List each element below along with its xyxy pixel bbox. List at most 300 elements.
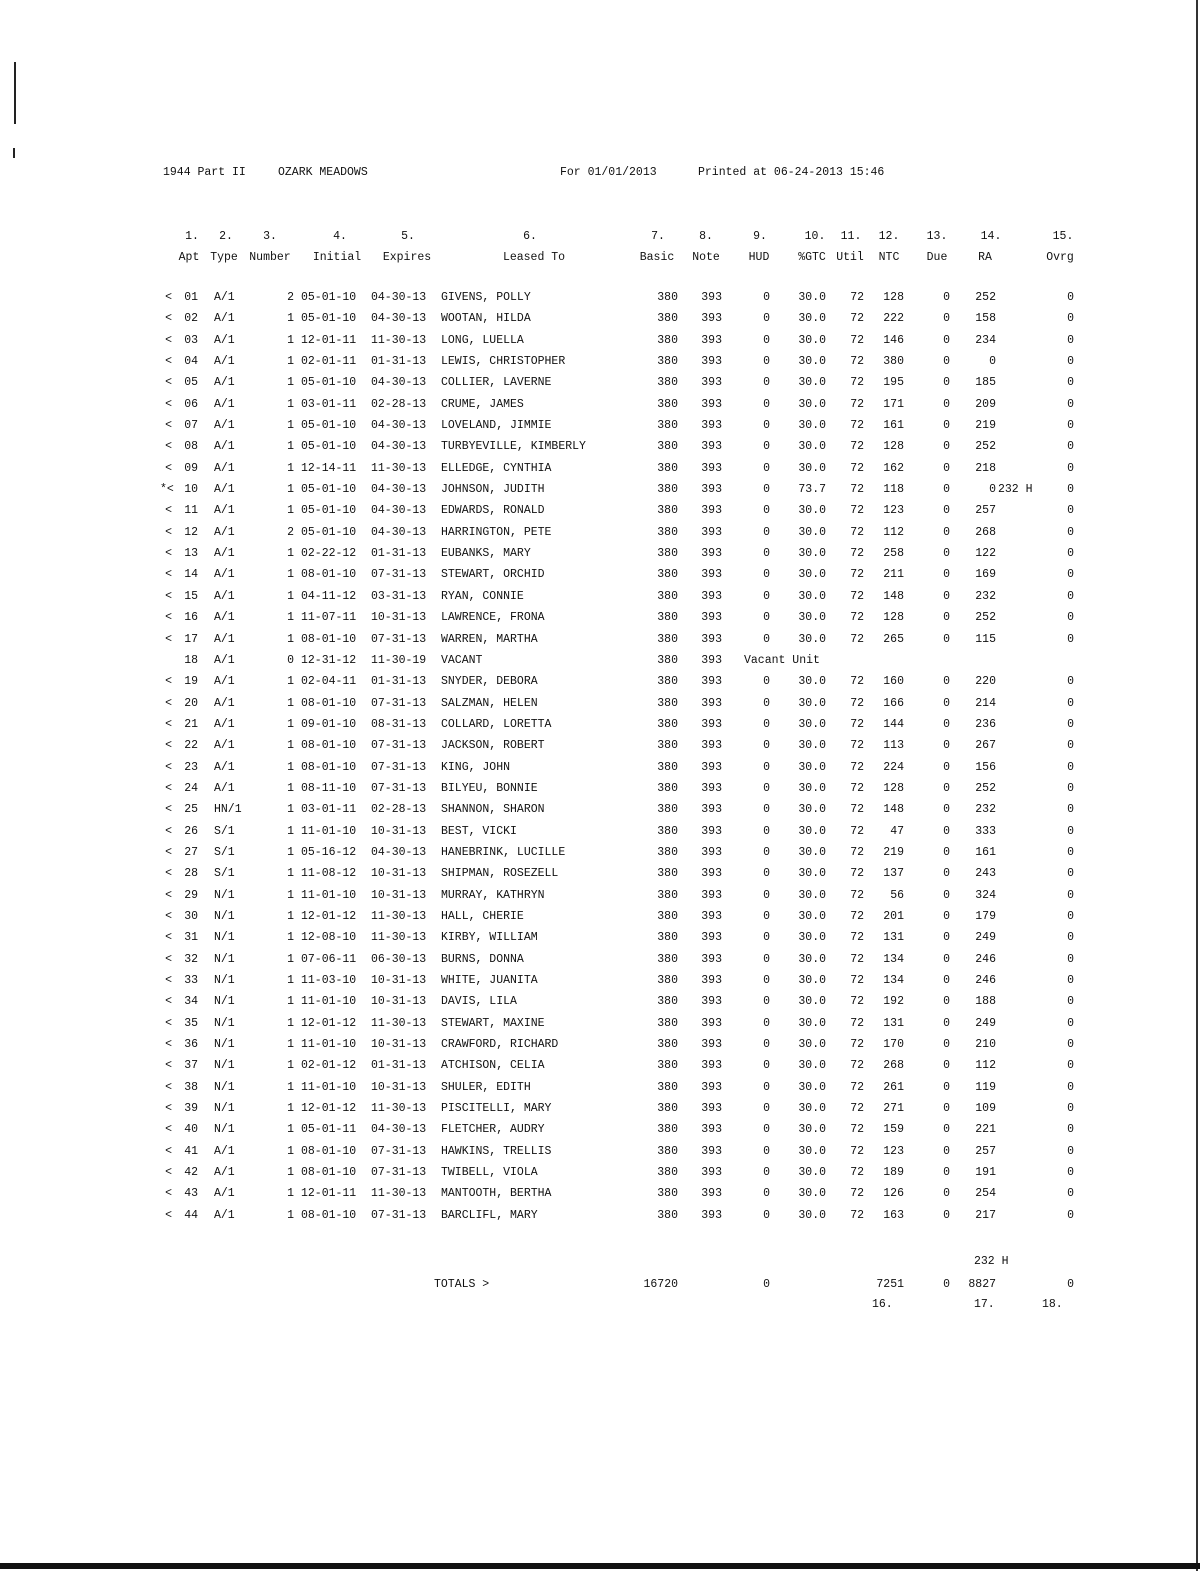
due-value: 0 [943, 845, 950, 859]
initial-date: 02-04-11 [301, 675, 357, 689]
utility-allowance: 72 [850, 739, 864, 753]
note-rent: 393 [701, 867, 722, 881]
gtc-percent: 30.0 [798, 888, 826, 902]
hud-value: 0 [763, 952, 770, 966]
initial-date: 05-01-11 [301, 1123, 357, 1137]
expires-date: 11-30-13 [371, 909, 427, 923]
ntc-value: 128 [883, 611, 904, 625]
scan-mark-small [13, 148, 15, 158]
colnum-13: 13. [926, 230, 948, 243]
expires-date: 07-31-13 [371, 1166, 427, 1180]
unit-type: HN/1 [214, 803, 242, 817]
expires-date: 10-31-13 [371, 867, 427, 881]
expires-date: 03-31-13 [371, 589, 427, 603]
basic-rent: 380 [657, 675, 678, 689]
apt-number: 42 [184, 1166, 198, 1180]
expires-date: 07-31-13 [371, 760, 427, 774]
gtc-percent: 30.0 [798, 760, 826, 774]
note-rent: 393 [701, 632, 722, 646]
expires-date: 04-30-13 [371, 1123, 427, 1137]
gtc-percent: 30.0 [798, 909, 826, 923]
due-value: 0 [943, 1187, 950, 1201]
hud-value: 0 [763, 1080, 770, 1094]
gtc-percent: 30.0 [798, 1102, 826, 1116]
row-mark: < [165, 291, 172, 304]
initial-date: 08-01-10 [301, 696, 357, 710]
basic-rent: 380 [657, 717, 678, 731]
basic-rent: 380 [657, 1144, 678, 1158]
occupant-number: 1 [287, 1102, 294, 1116]
apt-number: 36 [184, 1038, 198, 1052]
note-rent: 393 [701, 888, 722, 902]
basic-rent: 380 [657, 483, 678, 497]
leased-to: HARRINGTON, PETE [441, 525, 552, 539]
note-rent: 393 [701, 312, 722, 326]
apt-number: 20 [184, 696, 198, 710]
totals-basic: 16720 [643, 1278, 678, 1291]
unit-type: A/1 [214, 568, 235, 582]
apt-number: 08 [184, 440, 198, 454]
table-row [0, 995, 1200, 1016]
overage-value: 0 [1067, 1144, 1074, 1158]
due-value: 0 [943, 1080, 950, 1094]
due-value: 0 [943, 1102, 950, 1116]
gtc-percent: 73.7 [798, 483, 826, 497]
due-value: 0 [943, 1123, 950, 1137]
overage-value: 0 [1067, 803, 1074, 817]
note-rent: 393 [701, 717, 722, 731]
note-rent: 393 [701, 376, 722, 390]
overage-value: 0 [1067, 461, 1074, 475]
overage-value: 0 [1067, 376, 1074, 390]
ra-value: 109 [975, 1102, 996, 1116]
expires-date: 04-30-13 [371, 845, 427, 859]
basic-rent: 380 [657, 995, 678, 1009]
gtc-percent: 30.0 [798, 632, 826, 646]
apt-number: 09 [184, 461, 198, 475]
apt-number: 18 [184, 653, 198, 667]
header-due: Due [926, 251, 948, 264]
occupant-number: 1 [287, 952, 294, 966]
expires-date: 04-30-13 [371, 483, 427, 497]
unit-type: N/1 [214, 931, 235, 945]
note-rent: 393 [701, 291, 722, 304]
utility-allowance: 72 [850, 1123, 864, 1137]
table-row [0, 974, 1200, 995]
table-row [0, 1081, 1200, 1102]
ra-value: 156 [975, 760, 996, 774]
ntc-value: 113 [883, 739, 904, 753]
leased-to: ATCHISON, CELIA [441, 1059, 545, 1073]
note-rent: 393 [701, 611, 722, 625]
unit-type: N/1 [214, 1038, 235, 1052]
column-headers [0, 251, 1200, 267]
gtc-percent: 30.0 [798, 355, 826, 369]
unit-type: A/1 [214, 632, 235, 646]
note-rent: 393 [701, 1187, 722, 1201]
colnum-5: 5. [401, 230, 415, 243]
overage-value: 0 [1067, 589, 1074, 603]
overage-value: 0 [1067, 1102, 1074, 1116]
apt-number: 41 [184, 1144, 198, 1158]
note-rent: 393 [701, 760, 722, 774]
utility-allowance: 72 [850, 1187, 864, 1201]
unit-type: A/1 [214, 525, 235, 539]
colnum-4: 4. [333, 230, 347, 243]
basic-rent: 380 [657, 568, 678, 582]
expires-date: 07-31-13 [371, 739, 427, 753]
apt-number: 13 [184, 547, 198, 561]
apt-number: 27 [184, 845, 198, 859]
due-value: 0 [943, 333, 950, 347]
overage-value: 0 [1067, 525, 1074, 539]
occupant-number: 1 [287, 440, 294, 454]
overage-value: 0 [1067, 931, 1074, 945]
expires-date: 04-30-13 [371, 312, 427, 326]
utility-allowance: 72 [850, 909, 864, 923]
basic-rent: 380 [657, 589, 678, 603]
utility-allowance: 72 [850, 632, 864, 646]
hud-value: 0 [763, 1208, 770, 1222]
apt-number: 34 [184, 995, 198, 1009]
ra-value: 0 [989, 355, 996, 369]
note-rent: 393 [701, 440, 722, 454]
unit-type: A/1 [214, 461, 235, 475]
ntc-value: 146 [883, 333, 904, 347]
footer-number-16: 16. [872, 1298, 893, 1311]
gtc-percent: 30.0 [798, 376, 826, 390]
hud-value: 0 [763, 974, 770, 987]
initial-date: 05-01-10 [301, 312, 357, 326]
leased-to: SHIPMAN, ROSEZELL [441, 867, 559, 881]
gtc-percent: 30.0 [798, 611, 826, 625]
leased-to: WHITE, JUANITA [441, 974, 538, 987]
initial-date: 12-01-12 [301, 909, 357, 923]
due-value: 0 [943, 760, 950, 774]
gtc-percent: 30.0 [798, 824, 826, 838]
apt-number: 21 [184, 717, 198, 731]
expires-date: 11-30-13 [371, 1016, 427, 1030]
utility-allowance: 72 [850, 824, 864, 838]
initial-date: 05-01-10 [301, 440, 357, 454]
ntc-value: 123 [883, 504, 904, 518]
note-rent: 393 [701, 461, 722, 475]
ra-value: 185 [975, 376, 996, 390]
leased-to: KIRBY, WILLIAM [441, 931, 538, 945]
row-mark: < [165, 525, 172, 539]
table-row [0, 1145, 1200, 1166]
page-edge-bottom [0, 1563, 1200, 1569]
expires-date: 07-31-13 [371, 1208, 427, 1222]
leased-to: EUBANKS, MARY [441, 547, 531, 561]
expires-date: 04-30-13 [371, 504, 427, 518]
ra-value: 257 [975, 1144, 996, 1158]
ntc-value: 131 [883, 931, 904, 945]
utility-allowance: 72 [850, 845, 864, 859]
initial-date: 11-01-10 [301, 1038, 357, 1052]
header-ntc: NTC [878, 251, 900, 264]
expires-date: 07-31-13 [371, 632, 427, 646]
initial-date: 05-01-10 [301, 291, 357, 304]
totals-due: 0 [943, 1278, 950, 1291]
ra-value: 0 [989, 483, 996, 497]
basic-rent: 380 [657, 824, 678, 838]
leased-to: BURNS, DONNA [441, 952, 524, 966]
row-mark: < [165, 1102, 172, 1116]
note-rent: 393 [701, 419, 722, 433]
apt-number: 29 [184, 888, 198, 902]
leased-to: STEWART, MAXINE [441, 1016, 545, 1030]
utility-allowance: 72 [850, 376, 864, 390]
table-row [0, 718, 1200, 739]
gtc-percent: 30.0 [798, 952, 826, 966]
due-value: 0 [943, 739, 950, 753]
unit-type: A/1 [214, 397, 235, 411]
apt-number: 14 [184, 568, 198, 582]
utility-allowance: 72 [850, 611, 864, 625]
row-mark: < [165, 632, 172, 646]
occupant-number: 1 [287, 760, 294, 774]
unit-type: N/1 [214, 888, 235, 902]
hud-value: 0 [763, 931, 770, 945]
expires-date: 04-30-13 [371, 525, 427, 539]
expires-date: 01-31-13 [371, 547, 427, 561]
hud-value: 0 [763, 781, 770, 795]
utility-allowance: 72 [850, 589, 864, 603]
apt-number: 39 [184, 1102, 198, 1116]
table-row [0, 931, 1200, 952]
initial-date: 05-16-12 [301, 845, 357, 859]
utility-allowance: 72 [850, 312, 864, 326]
leased-to: JOHNSON, JUDITH [441, 483, 545, 497]
header-ra: RA [978, 251, 992, 264]
unit-type: A/1 [214, 376, 235, 390]
unit-type: S/1 [214, 867, 235, 881]
leased-to: WARREN, MARTHA [441, 632, 538, 646]
leased-to: VACANT [441, 653, 483, 667]
note-rent: 393 [701, 909, 722, 923]
utility-allowance: 72 [850, 1016, 864, 1030]
unit-type: A/1 [214, 1166, 235, 1180]
due-value: 0 [943, 952, 950, 966]
occupant-number: 1 [287, 1016, 294, 1030]
utility-allowance: 72 [850, 888, 864, 902]
note-rent: 393 [701, 1016, 722, 1030]
table-row [0, 1038, 1200, 1059]
leased-to: STEWART, ORCHID [441, 568, 545, 582]
overage-value: 0 [1067, 1080, 1074, 1094]
colnum-3: 3. [263, 230, 277, 243]
table-row [0, 440, 1200, 461]
ntc-value: 148 [883, 803, 904, 817]
occupant-number: 1 [287, 1123, 294, 1137]
row-mark: < [165, 312, 172, 326]
leased-to: COLLIER, LAVERNE [441, 376, 552, 390]
row-mark: < [165, 333, 172, 347]
gtc-percent: 30.0 [798, 675, 826, 689]
totals-label: TOTALS > [434, 1278, 490, 1291]
leased-to: GIVENS, POLLY [441, 291, 531, 304]
leased-to: SNYDER, DEBORA [441, 675, 538, 689]
gtc-percent: 30.0 [798, 1059, 826, 1073]
table-row [0, 867, 1200, 888]
overage-value: 0 [1067, 1123, 1074, 1137]
overage-value: 0 [1067, 312, 1074, 326]
overage-value: 0 [1067, 632, 1074, 646]
expires-date: 11-30-13 [371, 1187, 427, 1201]
initial-date: 12-01-11 [301, 333, 357, 347]
table-row [0, 419, 1200, 440]
basic-rent: 380 [657, 781, 678, 795]
ra-value: 169 [975, 568, 996, 582]
apt-number: 25 [184, 803, 198, 817]
report-form: 1944 Part II [163, 166, 246, 179]
leased-to: SALZMAN, HELEN [441, 696, 538, 710]
hud-value: 0 [763, 355, 770, 369]
utility-allowance: 72 [850, 931, 864, 945]
unit-type: A/1 [214, 483, 235, 497]
row-mark: < [165, 419, 172, 433]
overage-value: 0 [1067, 291, 1074, 304]
row-mark: < [165, 440, 172, 454]
initial-date: 12-01-12 [301, 1016, 357, 1030]
header-leased-to: Leased To [502, 251, 566, 264]
ntc-value: 162 [883, 461, 904, 475]
occupant-number: 1 [287, 675, 294, 689]
ra-value: 218 [975, 461, 996, 475]
utility-allowance: 72 [850, 760, 864, 774]
unit-type: A/1 [214, 291, 235, 304]
note-rent: 393 [701, 1102, 722, 1116]
apt-number: 44 [184, 1208, 198, 1222]
occupant-number: 1 [287, 696, 294, 710]
row-mark: < [165, 1144, 172, 1158]
apt-number: 43 [184, 1187, 198, 1201]
ntc-value: 134 [883, 952, 904, 966]
leased-to: PISCITELLI, MARY [441, 1102, 552, 1116]
overage-value: 0 [1067, 1166, 1074, 1180]
note-rent: 393 [701, 1166, 722, 1180]
ra-value: 158 [975, 312, 996, 326]
ntc-value: 265 [883, 632, 904, 646]
gtc-percent: 30.0 [798, 525, 826, 539]
apt-number: 17 [184, 632, 198, 646]
unit-type: A/1 [214, 419, 235, 433]
overage-value: 0 [1067, 909, 1074, 923]
table-row [0, 761, 1200, 782]
utility-allowance: 72 [850, 1080, 864, 1094]
row-mark: < [165, 589, 172, 603]
note-rent: 393 [701, 1059, 722, 1073]
occupant-number: 1 [287, 1080, 294, 1094]
totals-hud: 0 [763, 1278, 770, 1291]
apt-number: 04 [184, 355, 198, 369]
apt-number: 33 [184, 974, 198, 987]
expires-date: 11-30-13 [371, 461, 427, 475]
gtc-percent: 30.0 [798, 803, 826, 817]
basic-rent: 380 [657, 1102, 678, 1116]
row-mark: < [165, 1016, 172, 1030]
header-initial: Initial [312, 251, 362, 264]
initial-date: 08-01-10 [301, 568, 357, 582]
overage-value: 0 [1067, 739, 1074, 753]
table-row [0, 504, 1200, 525]
table-row [0, 291, 1200, 312]
table-row [0, 825, 1200, 846]
row-mark: < [165, 547, 172, 561]
initial-date: 11-01-10 [301, 995, 357, 1009]
tenant-table [0, 291, 1200, 1230]
ntc-value: 148 [883, 589, 904, 603]
ntc-value: 192 [883, 995, 904, 1009]
initial-date: 11-01-10 [301, 824, 357, 838]
due-value: 0 [943, 504, 950, 518]
row-mark: < [165, 397, 172, 411]
gtc-percent: 30.0 [798, 1016, 826, 1030]
ntc-value: 118 [883, 483, 904, 497]
due-value: 0 [943, 419, 950, 433]
expires-date: 08-31-13 [371, 717, 427, 731]
table-row [0, 1059, 1200, 1080]
apt-number: 03 [184, 333, 198, 347]
row-mark: < [165, 355, 172, 369]
table-row [0, 697, 1200, 718]
leased-to: DAVIS, LILA [441, 995, 517, 1009]
row-mark: < [165, 867, 172, 881]
initial-date: 11-01-10 [301, 888, 357, 902]
due-value: 0 [943, 824, 950, 838]
header-number: Number [249, 251, 291, 264]
utility-allowance: 72 [850, 333, 864, 347]
row-mark: < [165, 952, 172, 966]
apt-number: 30 [184, 909, 198, 923]
overage-value: 0 [1067, 781, 1074, 795]
row-mark: < [165, 739, 172, 753]
ra-value: 267 [975, 739, 996, 753]
basic-rent: 380 [657, 867, 678, 881]
leased-to: COLLARD, LORETTA [441, 717, 552, 731]
note-rent: 393 [701, 803, 722, 817]
expires-date: 06-30-13 [371, 952, 427, 966]
ra-value: 249 [975, 1016, 996, 1030]
ntc-value: 195 [883, 376, 904, 390]
ntc-value: 123 [883, 1144, 904, 1158]
expires-date: 10-31-13 [371, 1038, 427, 1052]
overage-value: 0 [1067, 974, 1074, 987]
note-rent: 393 [701, 974, 722, 987]
utility-allowance: 72 [850, 1059, 864, 1073]
utility-allowance: 72 [850, 696, 864, 710]
note-rent: 393 [701, 845, 722, 859]
gtc-percent: 30.0 [798, 589, 826, 603]
row-mark: < [165, 696, 172, 710]
leased-to: HALL, CHERIE [441, 909, 524, 923]
expires-date: 07-31-13 [371, 1144, 427, 1158]
gtc-percent: 30.0 [798, 1166, 826, 1180]
initial-date: 02-22-12 [301, 547, 357, 561]
note-rent: 393 [701, 781, 722, 795]
hud-value: 0 [763, 1102, 770, 1116]
expires-date: 11-30-13 [371, 931, 427, 945]
note-rent: 393 [701, 397, 722, 411]
ntc-value: 211 [883, 568, 904, 582]
hud-value: 0 [763, 291, 770, 304]
due-value: 0 [943, 974, 950, 987]
basic-rent: 380 [657, 760, 678, 774]
table-row [0, 654, 1200, 675]
gtc-percent: 30.0 [798, 696, 826, 710]
unit-type: A/1 [214, 611, 235, 625]
